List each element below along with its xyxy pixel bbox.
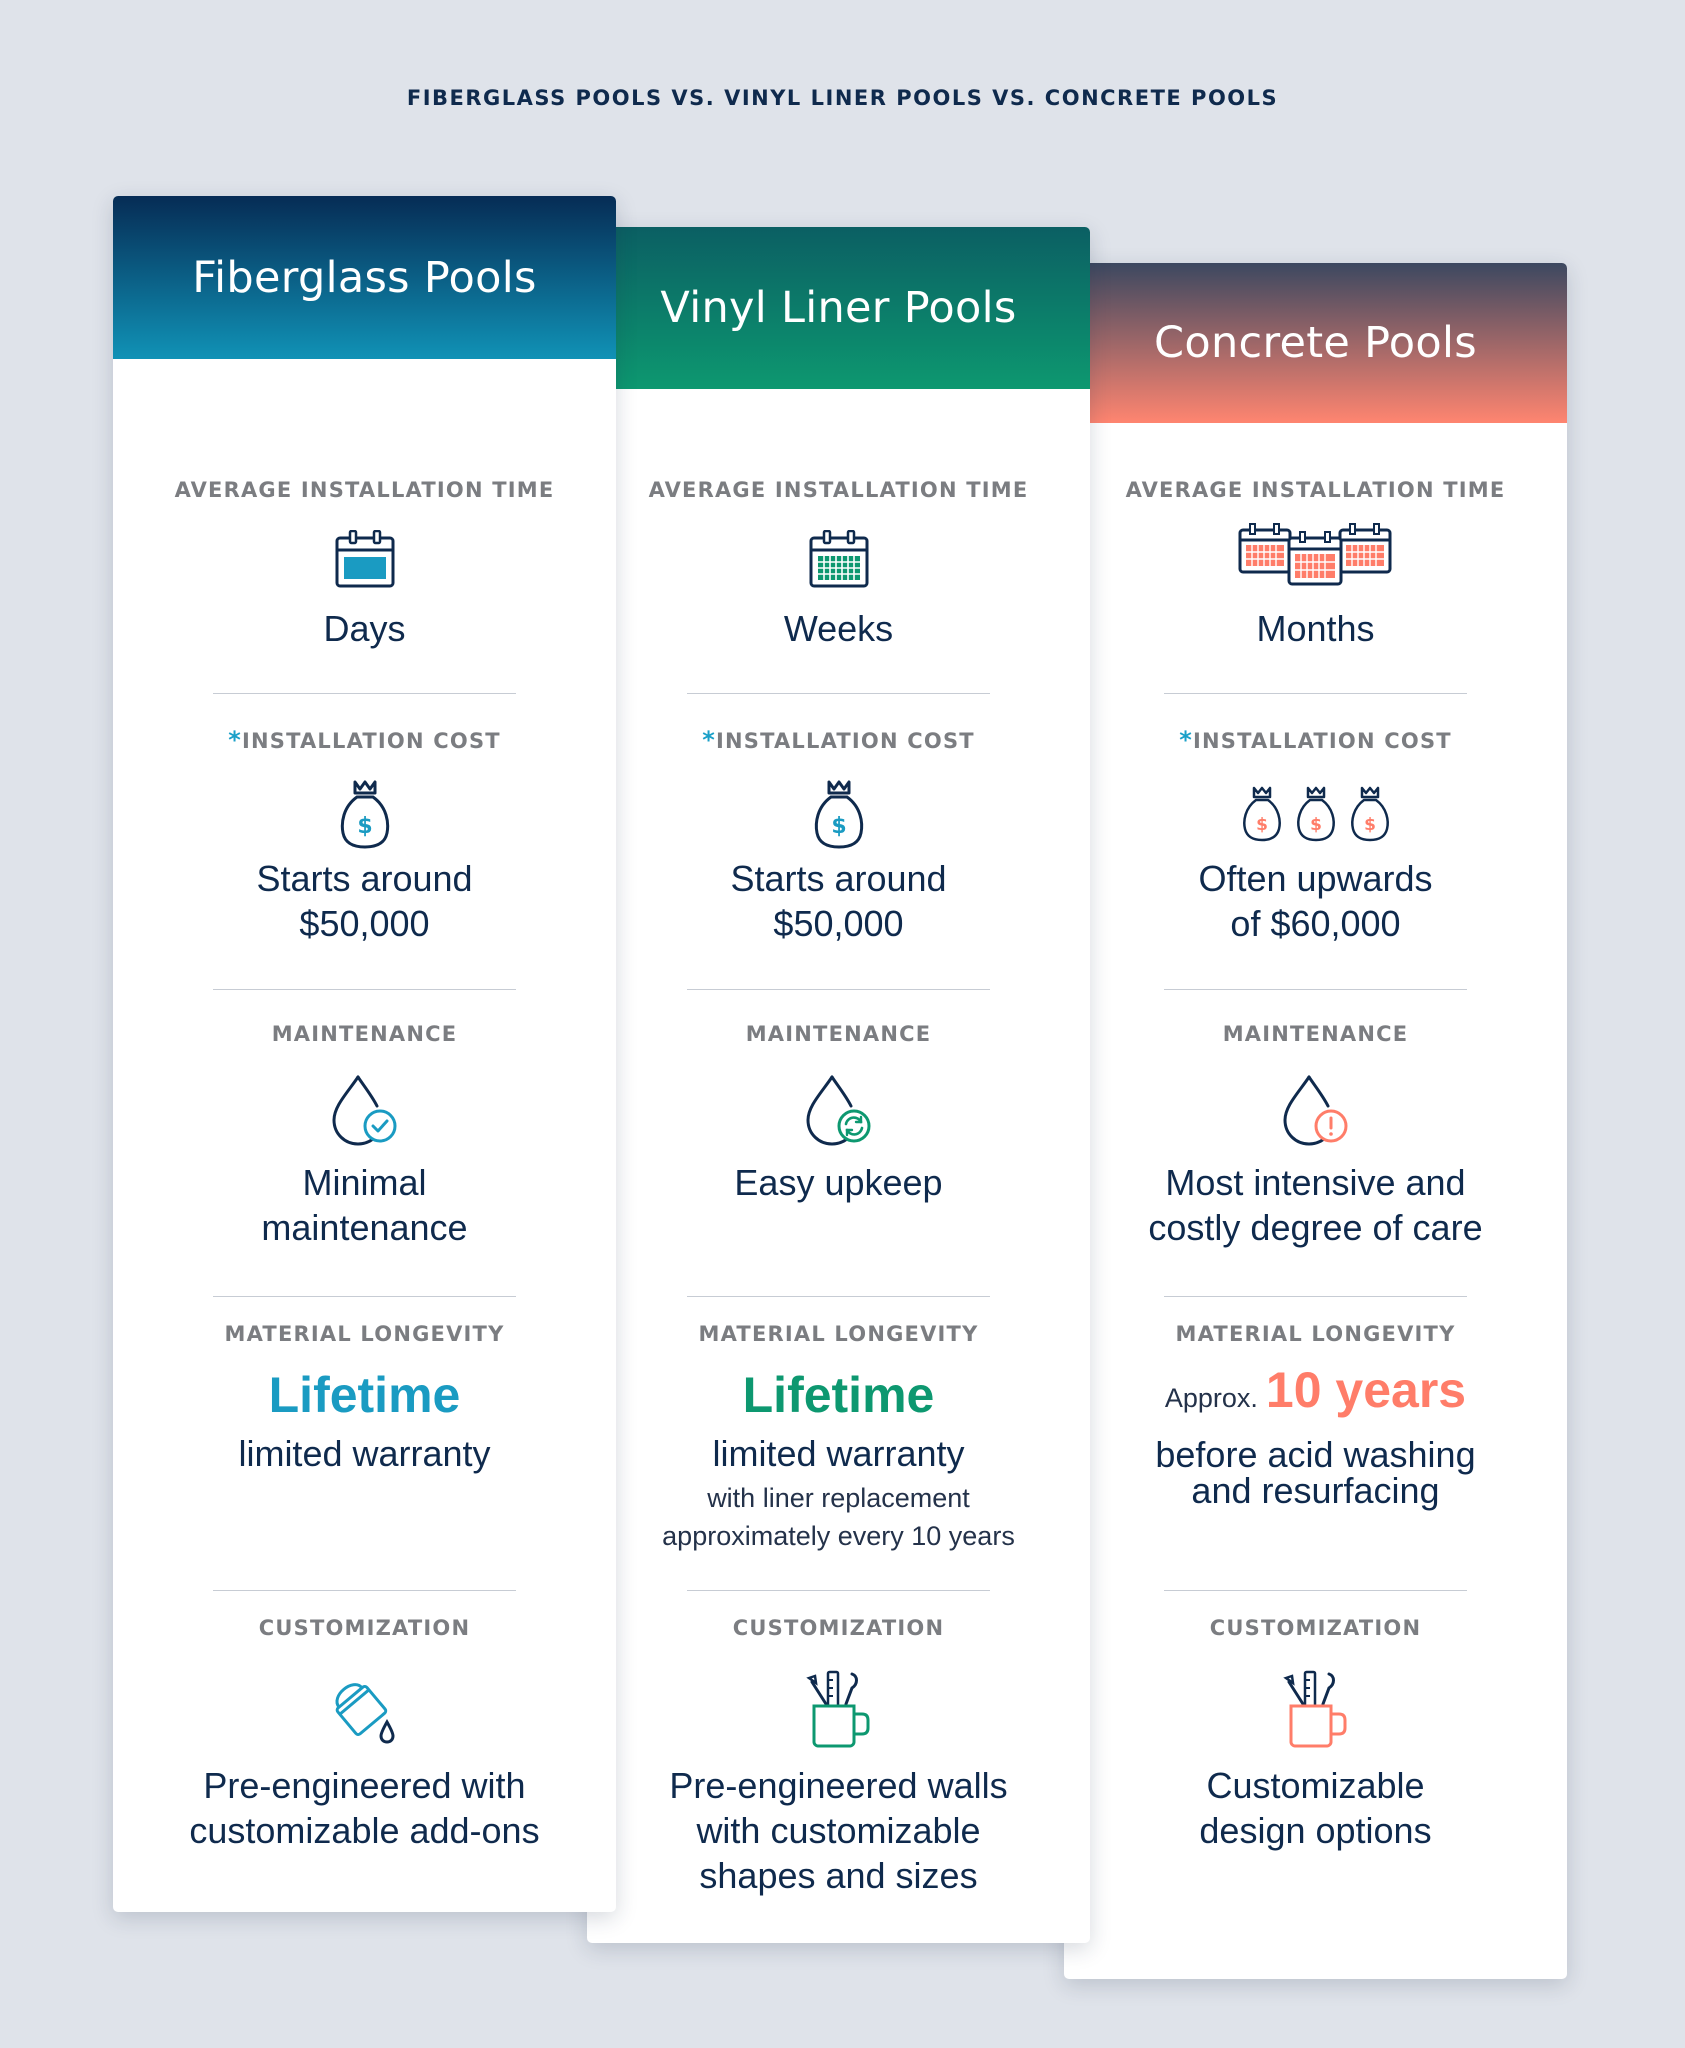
vinyl-install-cost-line1: Starts around — [730, 858, 947, 899]
vinyl-longevity-big: Lifetime — [742, 1367, 935, 1423]
concrete-longevity-label: MATERIAL LONGEVITY — [1175, 1322, 1456, 1346]
asterisk: * — [1179, 726, 1193, 754]
concrete-divider-3 — [1164, 1296, 1467, 1297]
svg-text:$: $ — [1363, 815, 1376, 835]
concrete-customization-line1: Customizable — [1206, 1765, 1425, 1806]
vinyl-divider-3 — [687, 1296, 990, 1297]
svg-text:$: $ — [356, 814, 373, 839]
vinyl-maintenance-label: MAINTENANCE — [745, 1022, 932, 1046]
vinyl-customization-line1: Pre-engineered walls — [669, 1765, 1008, 1806]
fiberglass-maintenance-line2: maintenance — [261, 1207, 468, 1248]
install-cost-text: INSTALLATION COST — [241, 729, 501, 753]
concrete-install-cost-line1: Often upwards — [1198, 858, 1433, 899]
concrete-maintenance-label: MAINTENANCE — [1222, 1022, 1409, 1046]
concrete-maintenance-line1: Most intensive and — [1165, 1162, 1466, 1203]
fiberglass-maintenance-label: MAINTENANCE — [271, 1022, 458, 1046]
water-drop-check-icon — [330, 1074, 400, 1148]
vinyl-install-cost-label — [587, 726, 1090, 754]
vinyl-longevity-label: MATERIAL LONGEVITY — [698, 1322, 979, 1346]
fiberglass-customization-line1: Pre-engineered with — [203, 1765, 526, 1806]
concrete-longevity-approx: Approx. — [1164, 1383, 1258, 1413]
fiberglass-install-cost-line2: $50,000 — [299, 903, 430, 944]
concrete-longevity-line3: and resurfacing — [1191, 1470, 1440, 1511]
money-bag-icon — [813, 779, 865, 849]
concrete-maintenance-line2: costly degree of care — [1148, 1207, 1483, 1248]
concrete-longevity-headline — [1064, 1362, 1567, 1421]
svg-text:$: $ — [830, 814, 847, 839]
concrete-divider-1 — [1164, 693, 1467, 694]
calendar-icon — [335, 530, 395, 588]
tool-cup-icon — [806, 1668, 872, 1748]
page-title: FIBERGLASS POOLS VS. VINYL LINER POOLS VS. CONCRETE POOLS — [406, 86, 1279, 110]
vinyl-divider-1 — [687, 693, 990, 694]
tool-cup-icon — [1283, 1668, 1349, 1748]
fiberglass-customization-line2: customizable add-ons — [189, 1810, 540, 1851]
vinyl-divider-2 — [687, 989, 990, 990]
calendar-grid-icon — [809, 530, 869, 588]
fiberglass-install-cost-line1: Starts around — [256, 858, 473, 899]
concrete-longevity-big: 10 years — [1265, 1362, 1467, 1418]
svg-text:$: $ — [1255, 815, 1268, 835]
vinyl-customization-label: CUSTOMIZATION — [732, 1616, 945, 1640]
concrete-divider-4 — [1164, 1590, 1467, 1591]
fiberglass-divider-4 — [213, 1590, 516, 1591]
fiberglass-longevity-big: Lifetime — [268, 1367, 461, 1423]
fiberglass-divider-2 — [213, 989, 516, 990]
fiberglass-customization-label: CUSTOMIZATION — [258, 1616, 471, 1640]
vinyl-longevity-line2: limited warranty — [712, 1433, 965, 1474]
vinyl-divider-4 — [687, 1590, 990, 1591]
concrete-header: Concrete Pools — [1064, 263, 1567, 423]
fiberglass-header: Fiberglass Pools — [113, 196, 616, 359]
vinyl-install-time-value: Weeks — [783, 608, 894, 649]
fiberglass-install-time-value: Days — [323, 608, 406, 649]
concrete-install-cost-line2: of $60,000 — [1230, 903, 1401, 944]
fiberglass-divider-3 — [213, 1296, 516, 1297]
vinyl-customization-line3: shapes and sizes — [699, 1855, 978, 1896]
fiberglass-install-time-label: AVERAGE INSTALLATION TIME — [174, 478, 555, 502]
vinyl-longevity-line3: with liner replacement — [707, 1483, 970, 1513]
fiberglass-longevity-label: MATERIAL LONGEVITY — [224, 1322, 505, 1346]
asterisk: * — [702, 726, 716, 754]
vinyl-header: Vinyl Liner Pools — [587, 227, 1090, 389]
concrete-customization-label: CUSTOMIZATION — [1209, 1616, 1422, 1640]
install-cost-text: INSTALLATION COST — [715, 729, 975, 753]
fiberglass-longevity-line2: limited warranty — [238, 1433, 491, 1474]
vinyl-install-time-label: AVERAGE INSTALLATION TIME — [648, 478, 1029, 502]
concrete-install-time-label: AVERAGE INSTALLATION TIME — [1125, 478, 1506, 502]
water-drop-refresh-icon — [804, 1074, 874, 1148]
money-bag-icon — [339, 779, 391, 849]
fiberglass-install-cost-label — [113, 726, 616, 754]
svg-text:$: $ — [1309, 815, 1322, 835]
concrete-divider-2 — [1164, 989, 1467, 990]
fiberglass-maintenance-line1: Minimal — [302, 1162, 427, 1203]
concrete-longevity-line2: before acid washing — [1155, 1434, 1476, 1475]
three-calendars-icon — [1238, 522, 1394, 588]
asterisk: * — [228, 726, 242, 754]
vinyl-customization-line2: with customizable — [696, 1810, 981, 1851]
install-cost-text: INSTALLATION COST — [1192, 729, 1452, 753]
concrete-install-cost-label — [1064, 726, 1567, 754]
fiberglass-divider-1 — [213, 693, 516, 694]
vinyl-card — [587, 227, 1090, 1943]
vinyl-install-cost-line2: $50,000 — [773, 903, 904, 944]
vinyl-maintenance-line1: Easy upkeep — [734, 1162, 943, 1203]
concrete-install-time-value: Months — [1256, 608, 1375, 649]
paint-bucket-icon — [329, 1672, 401, 1744]
concrete-card — [1064, 263, 1567, 1979]
concrete-customization-line2: design options — [1199, 1810, 1432, 1851]
vinyl-longevity-line4: approximately every 10 years — [662, 1521, 1015, 1551]
water-drop-alert-icon — [1281, 1074, 1351, 1148]
three-money-bags-icon — [1241, 785, 1391, 843]
fiberglass-card — [113, 196, 616, 1912]
